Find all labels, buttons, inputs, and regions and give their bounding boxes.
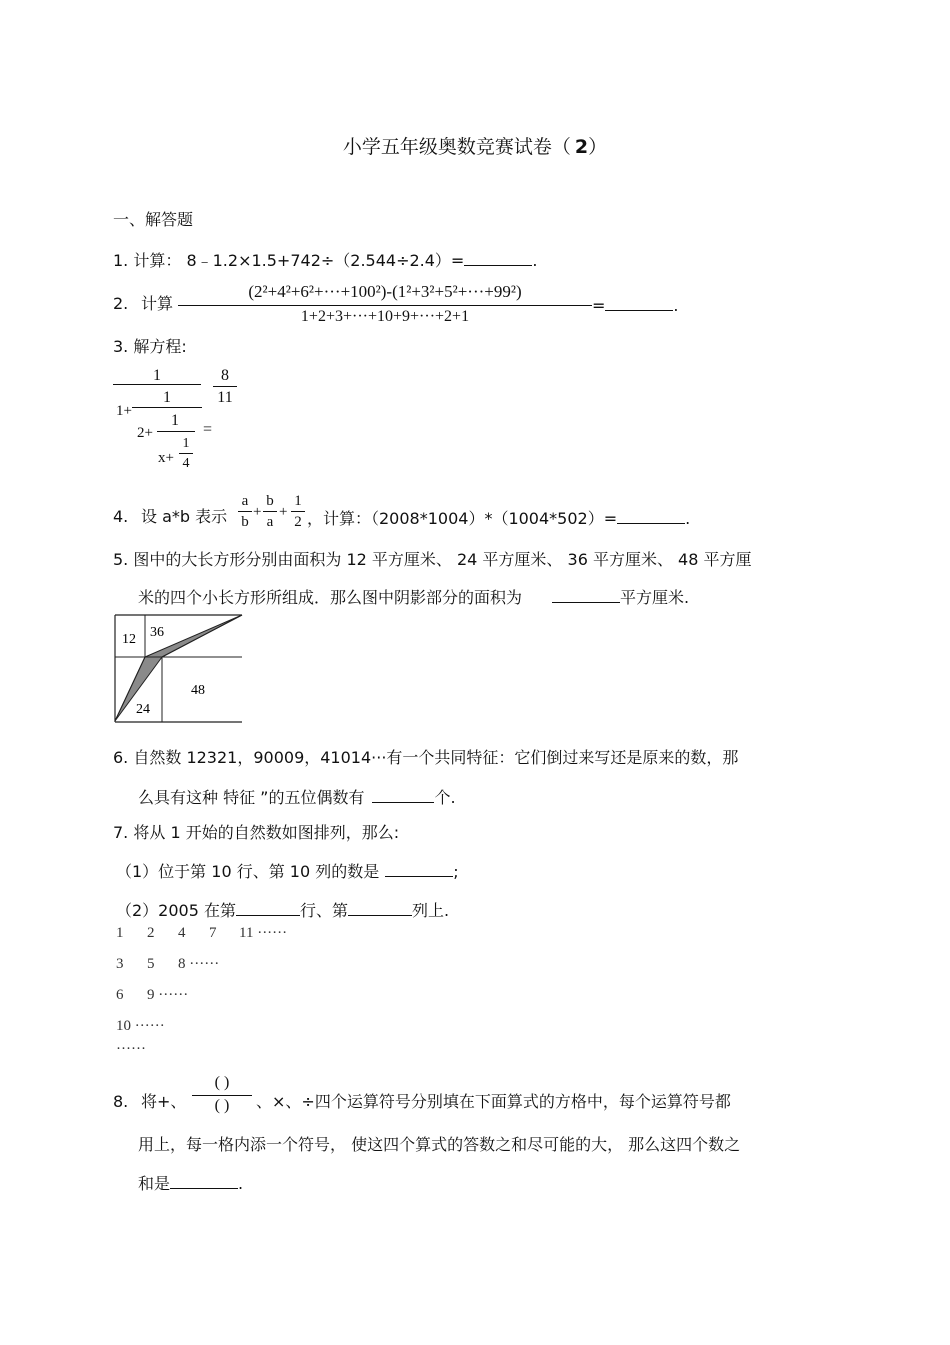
q3-bar-3 <box>157 431 195 432</box>
grid-cell: 1 <box>116 925 124 941</box>
grid-cell: 4 <box>178 925 186 941</box>
grid-cell: 5 <box>147 956 155 972</box>
q3-equals: = <box>203 421 213 438</box>
q2-fraction-bar <box>178 305 592 306</box>
q8-pre: 将+、 <box>141 1092 187 1111</box>
q8-answer-blank[interactable] <box>170 1174 238 1189</box>
q2-answer-blank[interactable] <box>605 296 673 311</box>
q8-line3a: 和是 <box>138 1174 171 1193</box>
question-5-line-2 <box>138 588 689 606</box>
grid-cell: 10 ······ <box>116 1018 165 1034</box>
q3-eight: 8 <box>221 367 229 384</box>
q1-number: 1. <box>113 251 129 270</box>
grid-cell: 8 ······ <box>178 956 220 972</box>
q4-post: ，计算：（2008*1004）*（1004*502）= <box>307 509 618 528</box>
q8-line3 <box>138 1174 243 1192</box>
q8-line2: 用上，每一格内添一个符号， 使这四个算式的答数之和尽可能的大， 那么这四个数之 <box>138 1135 741 1154</box>
question-7 <box>113 825 399 841</box>
q7-text: 将从 1 开始的自然数如图排列，那么: <box>133 823 400 842</box>
q4-bar-3 <box>291 511 305 512</box>
grid-cell: 3 <box>116 956 124 972</box>
q3-four: 4 <box>182 456 190 471</box>
q5-rectangle-figure <box>110 611 246 727</box>
q3-bar-1 <box>113 384 201 385</box>
q7-p2b: 行、第 <box>300 901 349 920</box>
q3-one-d: 1 <box>182 436 190 451</box>
q7-p2a: （2）2005 在第 <box>116 901 236 920</box>
question-6-line-2 <box>138 788 456 806</box>
q4-plus-2: + <box>279 504 288 520</box>
q8-paren-top: ( ) <box>214 1074 230 1091</box>
q3-one-b: 1 <box>163 389 171 406</box>
q7-p1a: （1）位于第 10 行、第 10 列的数是 <box>116 862 380 881</box>
q4-number: 4. <box>113 507 129 526</box>
question-6-line-1 <box>113 750 738 766</box>
title-number: 2 <box>574 136 589 158</box>
q4-a2: a <box>266 514 274 530</box>
grid-cell: ······ <box>116 1041 146 1057</box>
q4-a: a <box>241 493 249 509</box>
question-3 <box>113 339 187 355</box>
q2-equals: = <box>592 296 606 315</box>
q4-plus-1: + <box>253 504 262 520</box>
q2-end: . <box>673 296 679 315</box>
grid-cell: 6 <box>116 987 124 1003</box>
q8-line1b: 、×、÷四个运算符号分别填在下面算式的方格中，每个运算符号都 <box>256 1092 731 1111</box>
q8-fraction-bar <box>192 1095 252 1096</box>
q4-bar-2 <box>263 511 277 512</box>
q6-number: 6. <box>113 748 129 767</box>
q6-line2a: 么具有这种 特征 ”的五位偶数有 <box>138 788 365 807</box>
q4-b2: b <box>266 493 274 509</box>
q3-number: 3. <box>113 337 129 356</box>
q6-answer-blank[interactable] <box>372 788 434 803</box>
q8-paren-bottom: ( ) <box>214 1097 230 1114</box>
q1-end: . <box>532 251 538 270</box>
label-36: 36 <box>150 625 164 640</box>
q2-numerator: (2²+4²+6²+···+100²)-(1²+3²+5²+···+99²) <box>248 282 522 301</box>
q1-answer-blank[interactable] <box>464 251 532 266</box>
q2-number: 2. <box>113 294 129 313</box>
q7-p2c: 列上. <box>412 901 450 920</box>
q3-x-plus: x+ <box>158 450 174 466</box>
q2-tail <box>592 296 679 314</box>
q3-two-plus: 2+ <box>137 425 153 441</box>
q5-number: 5. <box>113 550 129 569</box>
q4-bar-1 <box>238 511 252 512</box>
grid-cell: 9 ······ <box>147 987 189 1003</box>
title-close: ） <box>588 136 608 158</box>
q5-line2b: 平方厘米. <box>620 588 690 607</box>
q2-label: 计算 <box>141 294 174 313</box>
q3-bar-2 <box>132 407 202 408</box>
q8-number: 8. <box>113 1092 129 1111</box>
q3-one-c: 1 <box>171 412 179 429</box>
q5-answer-blank[interactable] <box>552 588 620 603</box>
question-5-line-1 <box>113 552 752 568</box>
q7-part-1 <box>116 862 459 880</box>
title-text: 小学五年级奥数竞赛试卷（ <box>342 136 571 158</box>
label-12: 12 <box>122 632 136 647</box>
q3-bar-5 <box>213 386 237 387</box>
q4-end: . <box>685 509 691 528</box>
q6-line1: 自然数 12321，90009，41014···有一个共同特征：它们倒过来写还是原来的数，那 <box>133 748 739 767</box>
q4-tail <box>307 509 690 527</box>
label-48: 48 <box>191 683 205 698</box>
grid-cell: 2 <box>147 925 155 941</box>
q6-line2b: 个. <box>434 788 456 807</box>
label-24: 24 <box>136 702 150 717</box>
page-title <box>0 132 950 159</box>
q7-p1-blank[interactable] <box>385 862 453 877</box>
q7-row-blank[interactable] <box>236 901 300 916</box>
section-heading: 一、解答题 <box>113 210 194 229</box>
q4-pre: 设 a*b 表示 <box>141 507 228 526</box>
q5-line1: 图中的大长方形分别由面积为 12 平方厘米、 24 平方厘米、 36 平方厘米、 48 平方厘 <box>133 550 752 569</box>
q3-bar-4 <box>179 453 193 454</box>
q3-one-a: 1 <box>153 367 161 384</box>
q3-eleven: 11 <box>217 389 233 406</box>
question-1 <box>113 251 537 269</box>
q7-p1b: ; <box>453 862 459 881</box>
q4-one: 1 <box>294 493 302 509</box>
q4-answer-blank[interactable] <box>617 509 685 524</box>
q1-text: 计算： 8﹣1.2×1.5+742÷（2.544÷2.4）= <box>133 251 465 270</box>
q2-denominator: 1+2+3+···+10+9+···+2+1 <box>300 308 470 325</box>
q7-col-blank[interactable] <box>348 901 412 916</box>
grid-cell: 11 ······ <box>239 925 288 941</box>
q3-one-plus: 1+ <box>116 403 132 419</box>
q5-line2a: 米的四个小长方形所组成．那么图中阴影部分的面积为 <box>138 588 523 607</box>
q7-part-2 <box>116 901 449 919</box>
grid-cell: 7 <box>209 925 217 941</box>
q4-two: 2 <box>294 514 302 530</box>
q4-b: b <box>241 514 249 530</box>
q8-line3b: . <box>238 1174 244 1193</box>
q3-label: 解方程: <box>133 337 187 356</box>
q7-number: 7. <box>113 823 129 842</box>
